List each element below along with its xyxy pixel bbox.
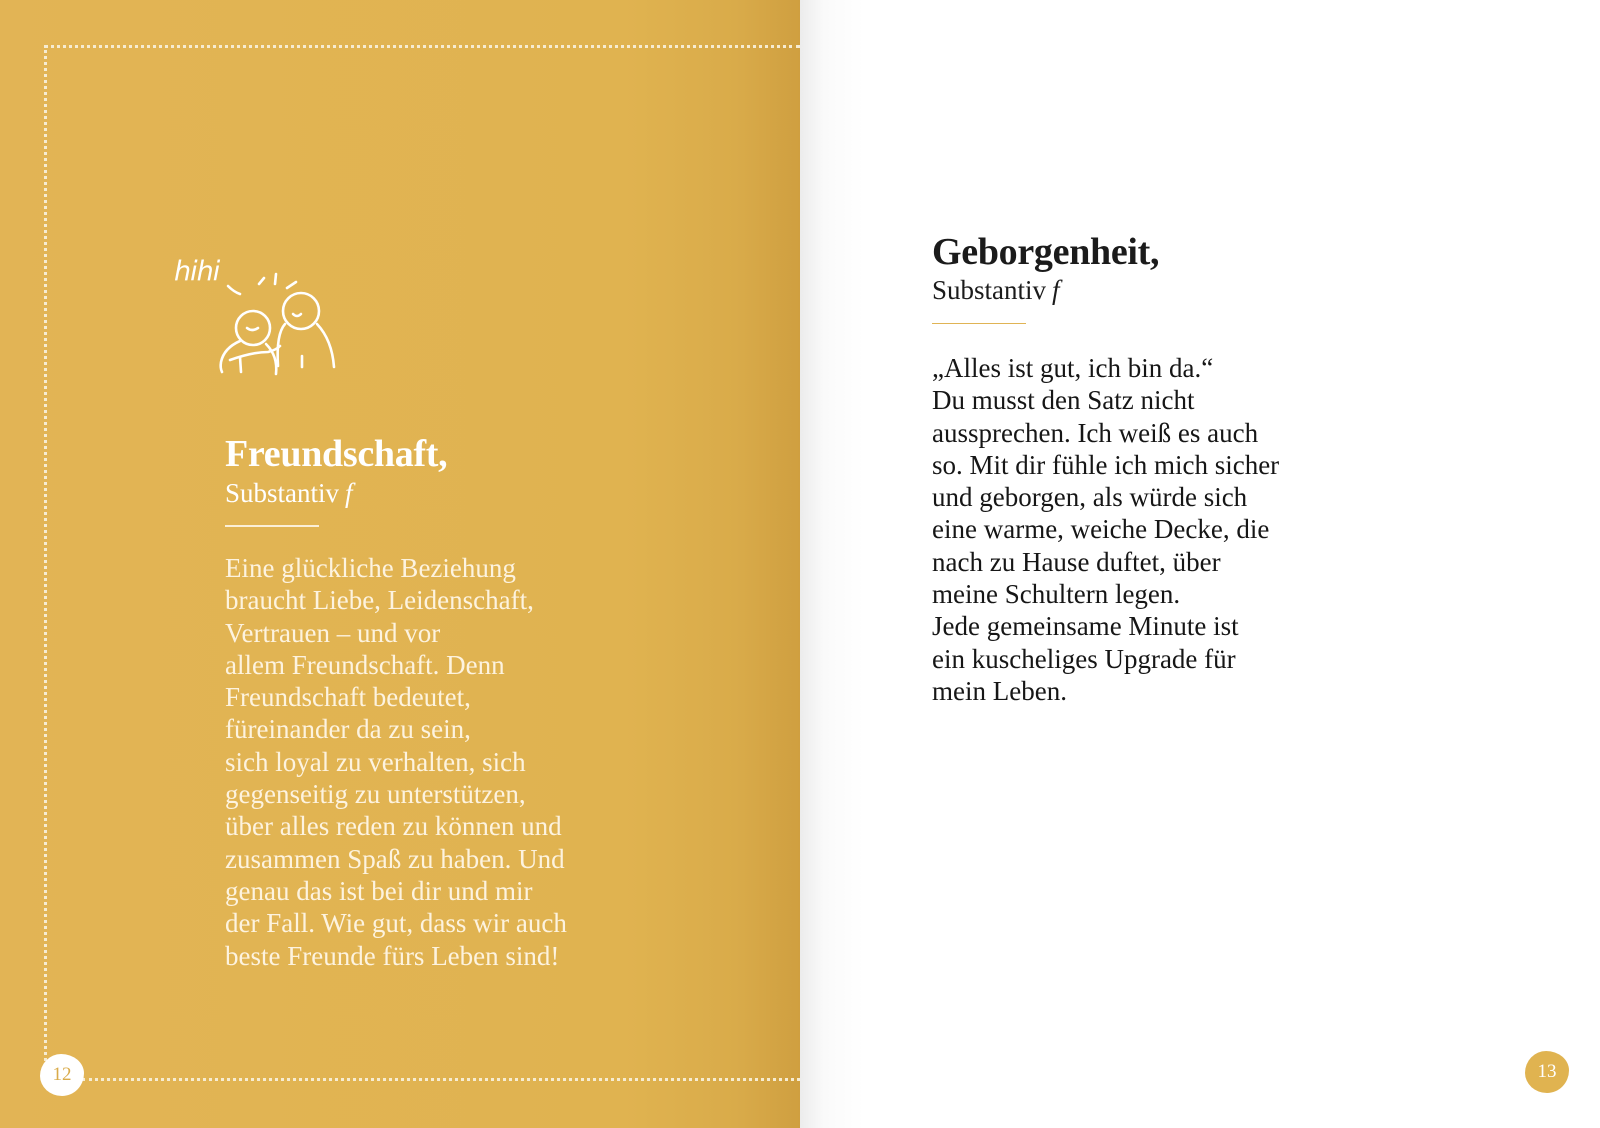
doodle-text: hihi	[174, 256, 220, 287]
divider	[932, 323, 1026, 324]
dotted-border-left	[44, 45, 47, 1079]
gender-marker: f	[345, 478, 353, 508]
word-class-label	[225, 478, 353, 508]
two-friends-hugging-icon	[172, 252, 352, 382]
word-class-text: Substantiv	[932, 275, 1047, 305]
dotted-border-bottom	[82, 1078, 800, 1081]
word-class-text: Substantiv	[225, 478, 340, 508]
definition-text: Eine glückliche Beziehung braucht Liebe, Leidenschaft, Vertrauen – und vor allem Freundschaft. Denn Freundschaft bedeutet, füreinander da zu sein, sich loyal zu verhalten, sich gegenseitig zu unterstützen, über alles reden zu können und zusammen Spaß zu haben. Und genau das ist bei dir und mir der Fall. Wie gut, dass wir auch beste Freunde fürs Leben sind!	[225, 553, 567, 971]
dotted-border-top	[44, 45, 800, 48]
definition-text: „Alles ist gut, ich bin da.“ Du musst den Satz nicht aussprechen. Ich weiß es auch so. Mit dir fühle ich mich sicher und geborgen, als würde sich eine warme, weiche Decke, die nach zu Hause duftet, über meine Schultern legen. Jede gemeinsame Minute ist ein kuscheliges Upgrade für mein Leben.	[932, 353, 1280, 706]
divider	[225, 525, 319, 527]
entry-title-geborgenheit: Geborgenheit,	[932, 231, 1160, 273]
page-number: 12	[52, 1064, 72, 1085]
page-number: 13	[1537, 1061, 1557, 1082]
entry-title-freundschaft: Freundschaft,	[225, 433, 448, 475]
word-class-label	[932, 275, 1060, 305]
gender-marker: f	[1052, 275, 1060, 305]
